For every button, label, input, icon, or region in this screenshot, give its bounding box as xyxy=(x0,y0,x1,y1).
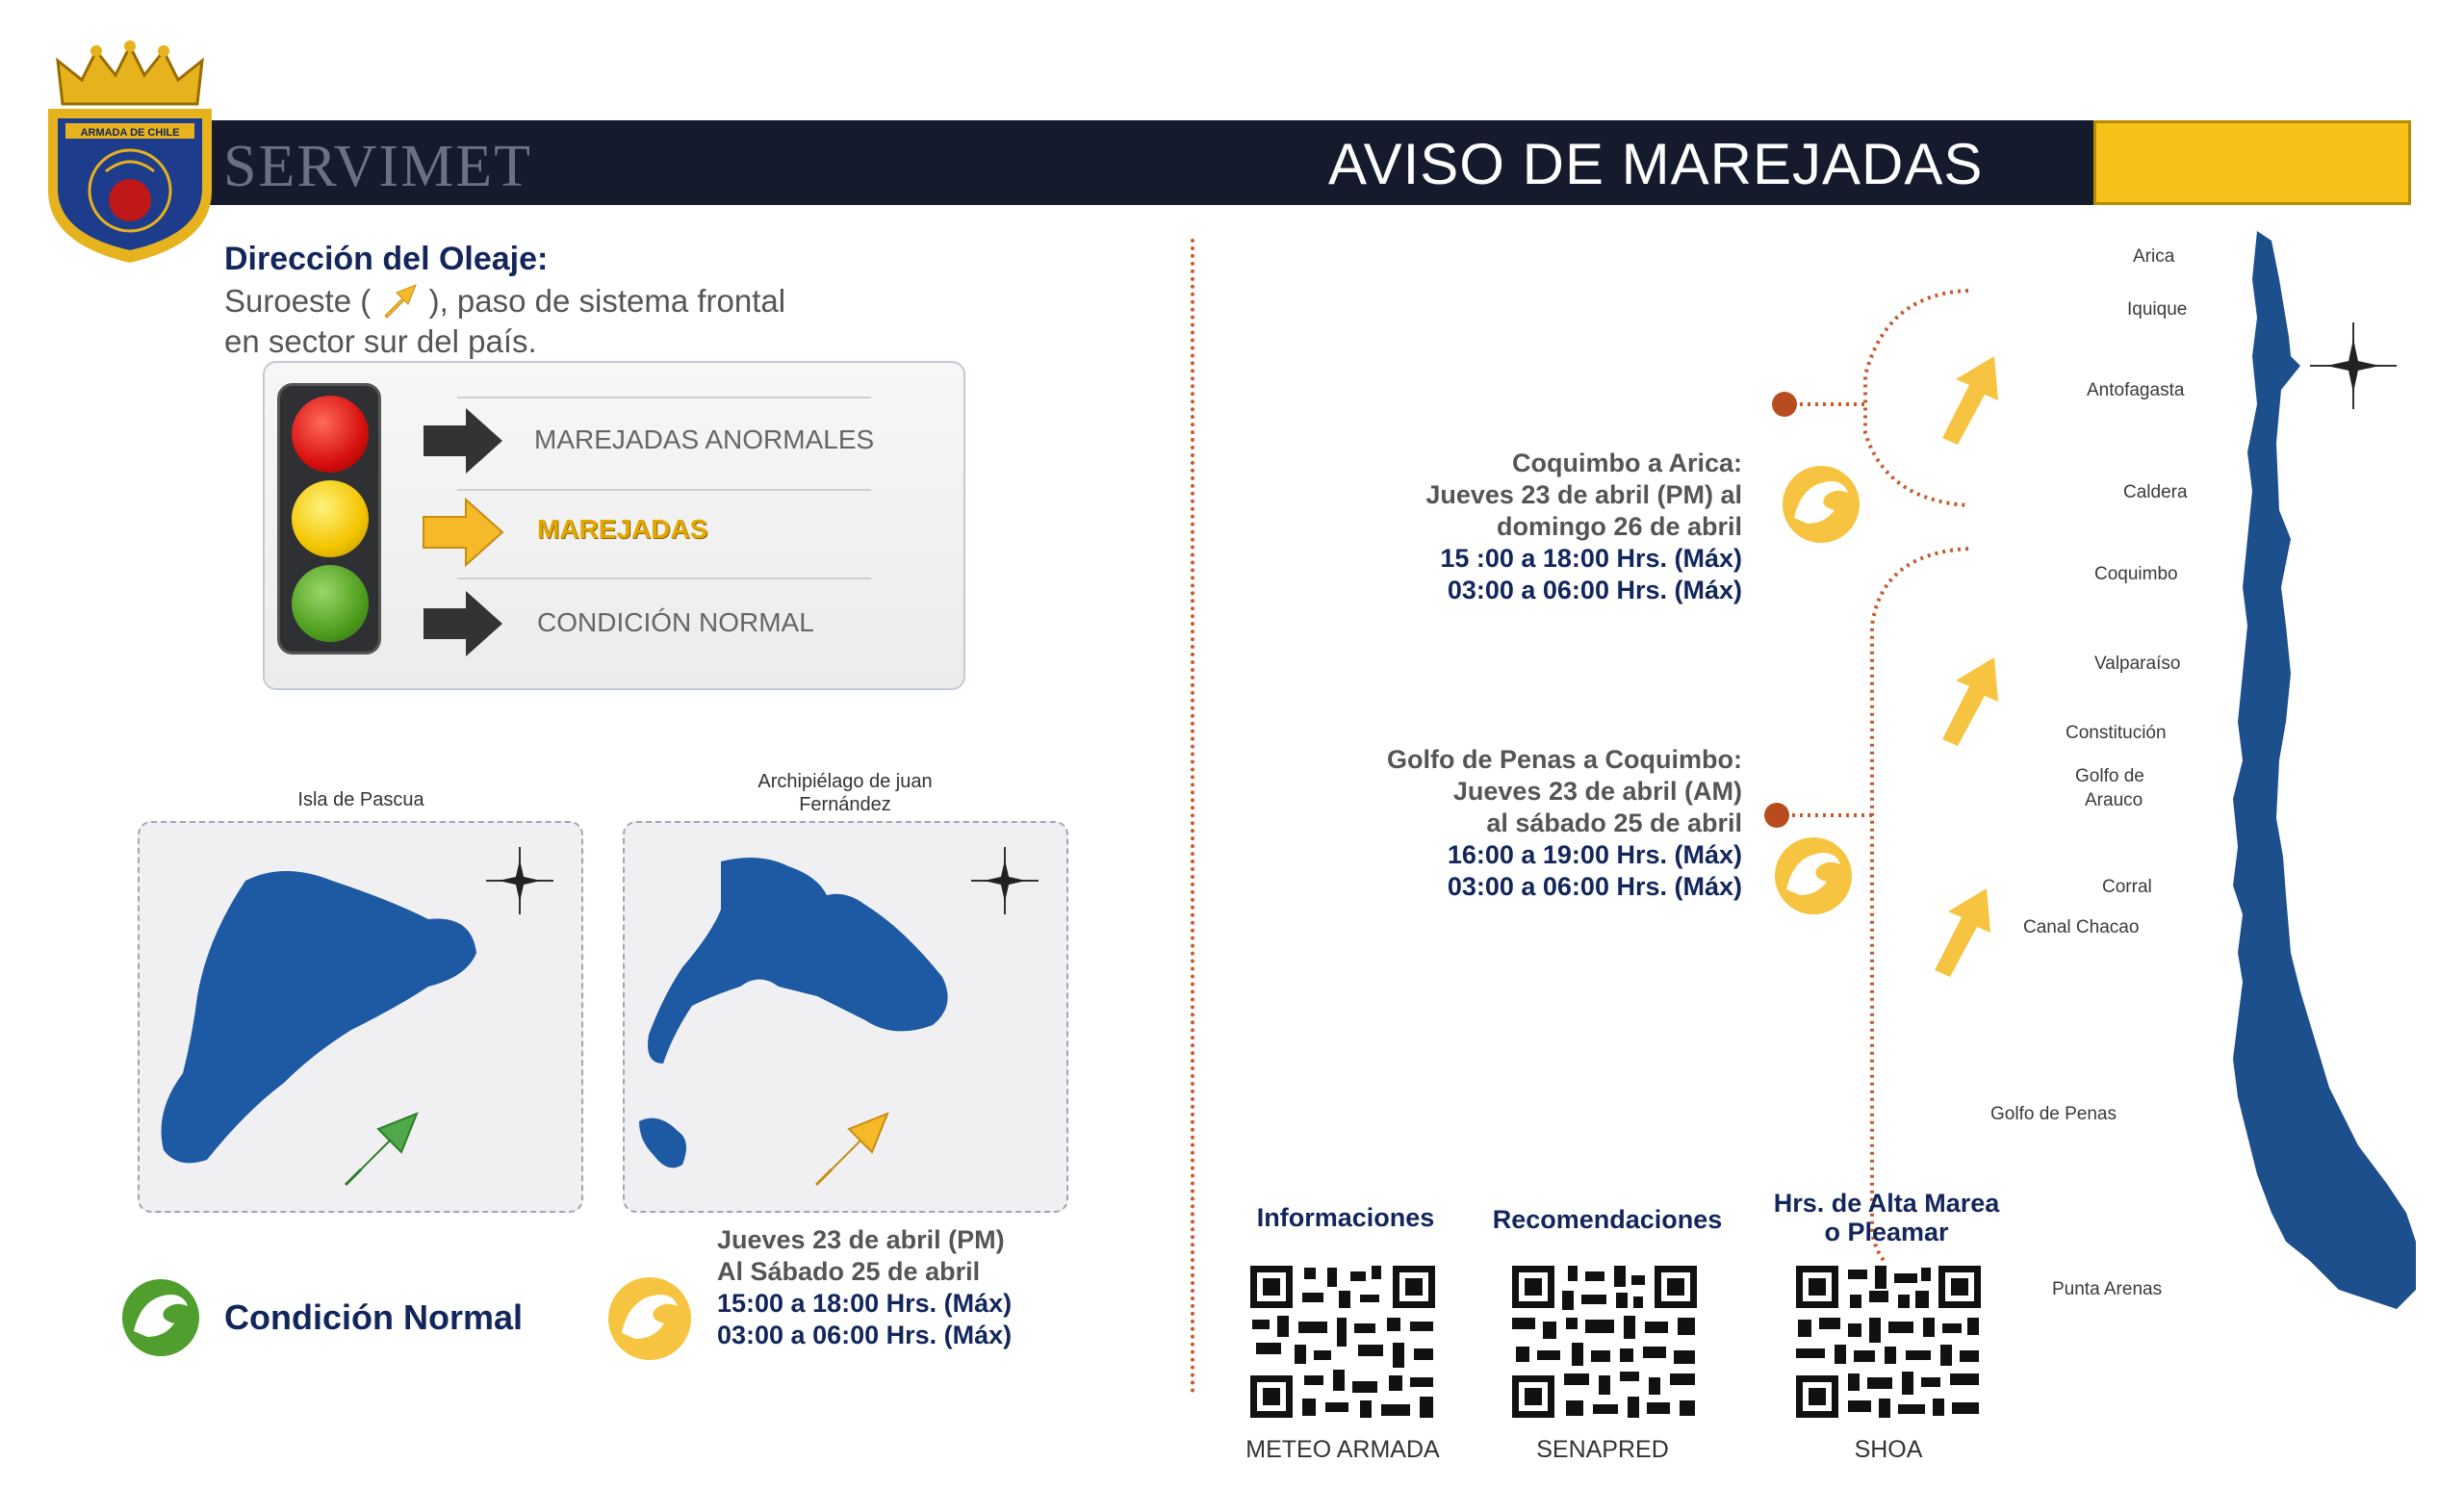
region-hours: 16:00 a 19:00 Hrs. (Máx) xyxy=(1447,840,1742,869)
qr-heading-informaciones: Informaciones xyxy=(1256,1203,1435,1232)
region-marker xyxy=(1772,392,1797,417)
region-line: Jueves 23 de abril (PM) al xyxy=(1425,480,1742,509)
isla-de-pascua-title: Isla de Pascua xyxy=(297,789,424,810)
yellow-direction-arrow-icon xyxy=(1942,657,1998,746)
page-title: AVISO DE MAREJADAS xyxy=(1328,132,1984,196)
traffic-light xyxy=(277,383,381,655)
qr-heading-line: o Pleamar xyxy=(1824,1218,1949,1246)
dark-arrow-icon xyxy=(422,404,504,477)
yellow-direction-arrow-icon xyxy=(1942,356,1998,445)
city-label: Golfo de xyxy=(2075,766,2144,786)
southwest-arrow-icon xyxy=(379,281,420,320)
city-label: Punta Arenas xyxy=(2052,1279,2163,1299)
legend-divider xyxy=(457,397,871,398)
qr-footer-meteo-armada: METEO ARMADA xyxy=(1245,1436,1440,1463)
chile-coast-map xyxy=(1752,221,2464,1434)
red-lamp xyxy=(292,396,369,473)
city-label: Arica xyxy=(2133,246,2175,267)
region-line: Jueves 23 de abril (AM) xyxy=(1452,777,1742,806)
wave-direction-text xyxy=(224,281,785,362)
region-hours: 15 :00 a 18:00 Hrs. (Máx) xyxy=(1440,544,1742,573)
juan-fernandez-shape xyxy=(625,823,1070,1215)
header-bar xyxy=(207,120,2411,205)
city-label: Constitución xyxy=(2066,723,2167,743)
isla-de-pascua-map xyxy=(138,821,583,1213)
yellow-wave-icon xyxy=(606,1275,693,1362)
city-label: Valparaíso xyxy=(2094,654,2181,674)
yellow-lamp xyxy=(292,480,369,557)
city-label: Antofagasta xyxy=(2087,380,2185,400)
green-wave-icon xyxy=(120,1277,201,1358)
region-line: Coquimbo a Arica: xyxy=(1511,449,1742,477)
green-direction-arrow-icon xyxy=(346,1114,417,1185)
legend-divider xyxy=(457,578,871,579)
region-line: al sábado 25 de abril xyxy=(1486,809,1742,837)
island-hours-line: 03:00 a 06:00 Hrs. (Máx) xyxy=(717,1321,1013,1349)
legend-label-marejadas: MAREJADAS xyxy=(537,514,708,544)
city-label: Golfo de Penas xyxy=(1990,1104,2117,1124)
city-label: Iquique xyxy=(2127,299,2188,320)
city-label: Canal Chacao xyxy=(2023,917,2140,937)
green-lamp xyxy=(292,565,369,642)
direction-text-after: ), paso de sistema frontal xyxy=(428,283,786,319)
yellow-direction-arrow-icon xyxy=(1935,888,1990,977)
region-hours: 03:00 a 06:00 Hrs. (Máx) xyxy=(1447,576,1742,604)
chile-landmass xyxy=(2233,231,2416,1309)
qr-code-senapred[interactable] xyxy=(1508,1262,1701,1422)
isla-de-pascua-shape xyxy=(140,823,585,1215)
region-coquimbo-arica xyxy=(1232,448,1742,606)
header-accent-block xyxy=(2093,120,2411,205)
region-line: domingo 26 de abril xyxy=(1496,512,1742,541)
direction-text-before: Suroeste ( xyxy=(224,283,372,319)
region-penas-coquimbo xyxy=(1232,744,1742,903)
navy-crest-logo xyxy=(38,37,221,268)
island-forecast-dates xyxy=(717,1224,1012,1351)
qr-code-shoa[interactable] xyxy=(1792,1262,1985,1422)
section-divider xyxy=(1191,239,1194,1394)
region-hours: 03:00 a 06:00 Hrs. (Máx) xyxy=(1447,872,1742,901)
wave-direction-heading: Dirección del Oleaje: xyxy=(224,241,549,277)
qr-heading-pleamar xyxy=(1742,1189,2031,1246)
juan-fernandez-title xyxy=(624,770,1066,816)
region-line: Golfo de Penas a Coquimbo: xyxy=(1386,745,1742,774)
region-marker xyxy=(1764,803,1789,828)
yellow-arrow-icon xyxy=(422,496,504,569)
island-date-line: Al Sábado 25 de abril xyxy=(717,1257,981,1286)
legend-label-abnormal: MAREJADAS ANORMALES xyxy=(534,424,875,454)
legend-label-normal: CONDICIÓN NORMAL xyxy=(537,607,814,637)
island-date-line: Jueves 23 de abril (PM) xyxy=(717,1225,1005,1254)
juan-fernandez-map xyxy=(623,821,1068,1213)
city-label: Corral xyxy=(2102,877,2152,897)
direction-text-line2: en sector sur del país. xyxy=(224,323,537,359)
qr-code-meteo-armada[interactable] xyxy=(1246,1262,1439,1422)
dark-arrow-icon xyxy=(422,587,504,660)
compass-icon xyxy=(2310,322,2397,409)
qr-heading-recomendaciones: Recomendaciones xyxy=(1492,1205,1723,1234)
qr-footer-senapred: SENAPRED xyxy=(1536,1436,1669,1463)
condition-normal-label: Condición Normal xyxy=(224,1297,524,1337)
qr-heading-line: Hrs. de Alta Marea xyxy=(1773,1189,2000,1218)
city-label: Arauco xyxy=(2085,790,2143,810)
island-hours-line: 15:00 a 18:00 Hrs. (Máx) xyxy=(717,1289,1013,1318)
juan-fernandez-title-line1: Archipiélago de juan xyxy=(757,771,933,792)
qr-footer-shoa: SHOA xyxy=(1854,1436,1923,1463)
crest-label: ARMADA DE CHILE xyxy=(80,127,180,139)
brand-logo-text: SERVIMET xyxy=(223,134,533,199)
city-label: Coquimbo xyxy=(2094,564,2178,584)
compass-icon xyxy=(971,847,1039,914)
yellow-direction-arrow-icon xyxy=(816,1114,887,1185)
juan-fernandez-title-line2: Fernández xyxy=(799,794,891,815)
city-label: Caldera xyxy=(2123,482,2188,502)
compass-icon xyxy=(486,847,553,914)
legend-divider xyxy=(457,489,871,491)
